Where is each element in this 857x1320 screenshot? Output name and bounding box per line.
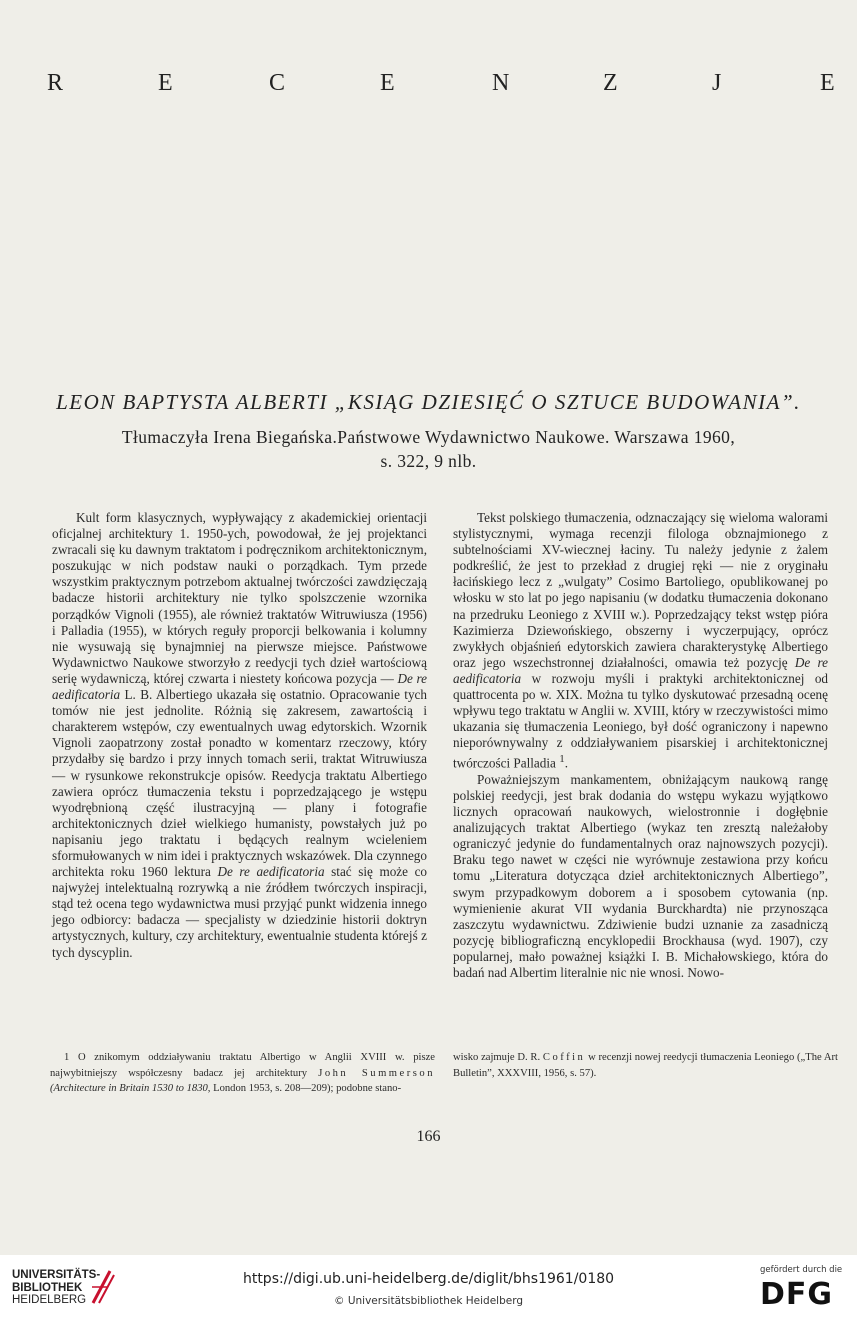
italic-title: (Architecture in Britain 1530 to 1830, — [50, 1083, 211, 1094]
translator-line: Tłumaczyła Irena Biegańska.Państwowe Wydawnictwo Naukowe. Warszawa 1960, — [121, 427, 736, 447]
review-subtitle — [0, 425, 857, 473]
heading-letter: E — [158, 70, 174, 96]
italic-title: De re aedificatoria — [217, 864, 325, 880]
italic-title: De re aedificatoria — [52, 670, 428, 703]
footnote-right — [453, 1050, 838, 1081]
heading-letter: Z — [603, 70, 619, 96]
section-heading — [0, 70, 857, 100]
text-run: w recenzji nowej reedycji tłumaczenia Leoniego („The Art Bulletin”, XXXVIII, 1956, s. 57). — [453, 1052, 838, 1079]
heading-letter: E — [820, 70, 836, 96]
text-run: stać się może co najwyżej intelektualną rozrywką a nie źródłem twórczych inspiracji, stąd też ocena tego wydawnictwa musi przyjąć punkt widzenia innego jego odbiorcy: badacza — specjalisty w dziedzinie historii doktryn artystycznych, kultury, czy architektury, ewentualnie studenta którejś z tych dyscyplin. — [52, 864, 428, 960]
text-run: wisko zajmuje D. R. — [453, 1052, 541, 1063]
right-column — [453, 510, 828, 981]
text-run: Kult form klasycznych, wypływający z akademickiej orientacji oficjalnej architektury 1. 1950-ych, powodował, że jej projektanci zwracali się ku dawnym traktatom i podręcznikom architektonicznym, poszukując w nich podstaw nauki o porządkach. Tym przede wszystkim praktycznym potrzebom aktualnej twórczości zawdzięczają badacze historii architektury nie tylko spolszczenie wzornika porządków Vignoli (1955), ale również traktatów Witruwiusza (1956) i Palladia (1955), w których reguły proporcji belkowania i kolumny nie wysuwają się bynajmniej na pierwsze miejsce. Państwowe Wydawnictwo Naukowe stworzyło z reedycji tych dzieł wartościową serię wydawniczą, której czwarta i niestety końcowa pozycja — — [52, 510, 427, 686]
author-name: John Summerson — [318, 1067, 435, 1079]
footnote-left — [50, 1050, 435, 1097]
page-number: 166 — [416, 1128, 441, 1145]
copyright: © Universitätsbibliothek Heidelberg — [333, 1295, 523, 1307]
heading-letter: E — [380, 70, 396, 96]
digitization-footer — [0, 1255, 857, 1320]
heading-letter: C — [269, 70, 287, 96]
heading-letter: R — [47, 70, 65, 96]
funding-note: gefördert durch die — [760, 1265, 843, 1275]
author-name: Coffin — [542, 1052, 586, 1063]
paragraph: Poważniejszym mankamentem, obniżającym naukową rangę polskiej reedycji, jest brak dodania do wstępu wykazu wyjątkowo licznych opracowań naukowych, wielostronnie i dogłębnie analizujących traktat Albertiego (wykaz ten zresztą należałoby ograniczyć jedynie do fundamentalnych oraz najnowszych pozycji). Braku tego nawet w części nie wyrównuje zestawiona przy końcu tomu „Literatura dotycząca dzieł architektonicznych Albertiego”, swym przypadkowym doborem a i sposobem cytowania (np. wymienienie akurat VII wydania Burckhardta) nie przynosząca zaszczytu wydawnictwu. Zdziwienie budzi uznanie za zasadniczą pozycję bibliograficzną encyklopedii Brockhausa (wyd. 1907), czy popularnej, mało poważnej książki I. B. Michałowskiego, która do badań nad Albertim literalnie nic nie wnosi. Nowo- — [453, 771, 828, 981]
library-name-line: HEIDELBERG — [12, 1294, 87, 1306]
paragraph — [52, 510, 427, 961]
text-run: Tekst polskiego tłumaczenia, odznaczający się wieloma walorami stylistycznymi, wymaga recenzji filologa obznajmionego z subtelnościami XV-wiecznej łaciny. Tu należy jedynie z żalem podkreślić, że jest to przekład z drugiej ręki — nie z oryginału łacińskiego lecz z „wulgaty” Cosimo Bartoliego, opublikowanej po włosku w sto lat po jego napisaniu (w dodatku tłumaczenia dokonano na przedruku Leoniego z XVIII w.). Poprzedzający tekst wstęp pióra Kazimierza Dziewońskiego, obszerny i wyczerpujący, oprócz zwykłych objaśnień edytorskich zawiera charakterystykę Albertiego oraz jego wszechstronnej działalności, omawia też pozycję — [453, 510, 828, 670]
permalink[interactable]: https://digi.ub.uni-heidelberg.de/diglit/bhs1961/0180 — [242, 1271, 615, 1287]
library-name-line: UNIVERSITÄTS- — [12, 1269, 101, 1281]
dfg-logo[interactable]: DFG — [760, 1277, 834, 1312]
italic-title: De re aedificatoria — [453, 654, 829, 686]
paragraph: Tekst polskiego tłumaczenia, odznaczający się wieloma walorami stylistycznymi, wymaga recenzji filologa obznajmionego z subtelnościami XV-wiecznej łaciny. Tu należy jedynie z żalem podkreślić, że jest to przekład z drugiej ręki — nie z oryginału łacińskiego lecz z „wulgaty” Cosimo Bartoliego, opublikowanej po włosku w sto lat po jego napisaniu (w dodatku tłumaczenia dokonano na przedruku Leoniego z XVIII w.). Poprzedzający tekst wstęp pióra Kazimierza Dziewońskiego, obszerny i wyczerpujący, oprócz zwykłych objaśnień edytorskich zawiera charakterystykę Albertiego oraz jego wszechstronnej działalności, omawia też pozycję De re aedificatoria w rozwoju myśli i praktyki architektonicznej od quattrocenta po w. XIX. Można tu tylko dyskutować przesadną ocenę wpływu tego traktatu w Anglii w. XVIII, który w rzeczywistości mimo ukazania się tłumaczenia Leoniego, był dość ograniczony i napewno nieporównywalny z oddziaływaniem pisarskiej i architektonicznej twórczości Palladia $^1$. — [453, 510, 829, 771]
library-name-line: BIBLIOTHEK — [12, 1281, 83, 1294]
footnote-ref: 1 — [559, 753, 565, 766]
left-column — [52, 510, 427, 961]
pages-line: s. 322, 9 nlb. — [380, 451, 477, 471]
review-title: LEON BAPTYSTA ALBERTI „KSIĄG DZIESIĘĆ O SZTUCE BUDOWANIA”. — [56, 390, 801, 414]
text-run: 1 O znikomym oddziaływaniu traktatu Albertigo w Anglii XVIII w. pisze najwybitniejszy współczesny badacz jej architektury — [50, 1052, 435, 1079]
heading-letter: N — [492, 70, 511, 96]
heading-letter: J — [712, 70, 723, 96]
text-run: w rozwoju myśli i praktyki architektonicznej od quattrocenta po w. XIX. Można tu tylko dyskutować przesadną ocenę wpływu tego traktatu w Anglii w. XVIII, który w rzeczywistości mimo ukazania się tłumaczenia Leoniego, był dość ograniczony i napewno nieporównywalny z oddziaływaniem pisarskiej i architektonicznej twórczości Palladia — [453, 670, 829, 771]
text-run: London 1953, s. 208—209); podobne stano- — [213, 1083, 402, 1094]
text-run: L. B. Albertiego ukazała się ostatnio. Opracowanie tych tomów nie jest jednolite. Różnią się zakresem, zawartością i charakterem wstępów, czy ewentualnych uwag edytorskich. Wzornik Vignoli zaopatrzony został ponadto w komentarz rzeczowy, który przydałby się bardzo i przy innych tomach serii, traktat Witruwiusza — w rysunkowe rekonstrukcje opisów. Reedycja traktatu Albertiego zawiera oprócz tłumaczenia tekstu i poprzedzającego je wstępu wyodrębnioną część ilustracyjną — plany i fotografie architektonicznych dzieł wielkiego humanisty, powstałych już po napisaniu jego traktatu i będących realnym wcieleniem sformułowanych w nim idei i praktycznych wskazówek. Dla czynnego architekta roku 1960 lektura — [52, 687, 428, 880]
